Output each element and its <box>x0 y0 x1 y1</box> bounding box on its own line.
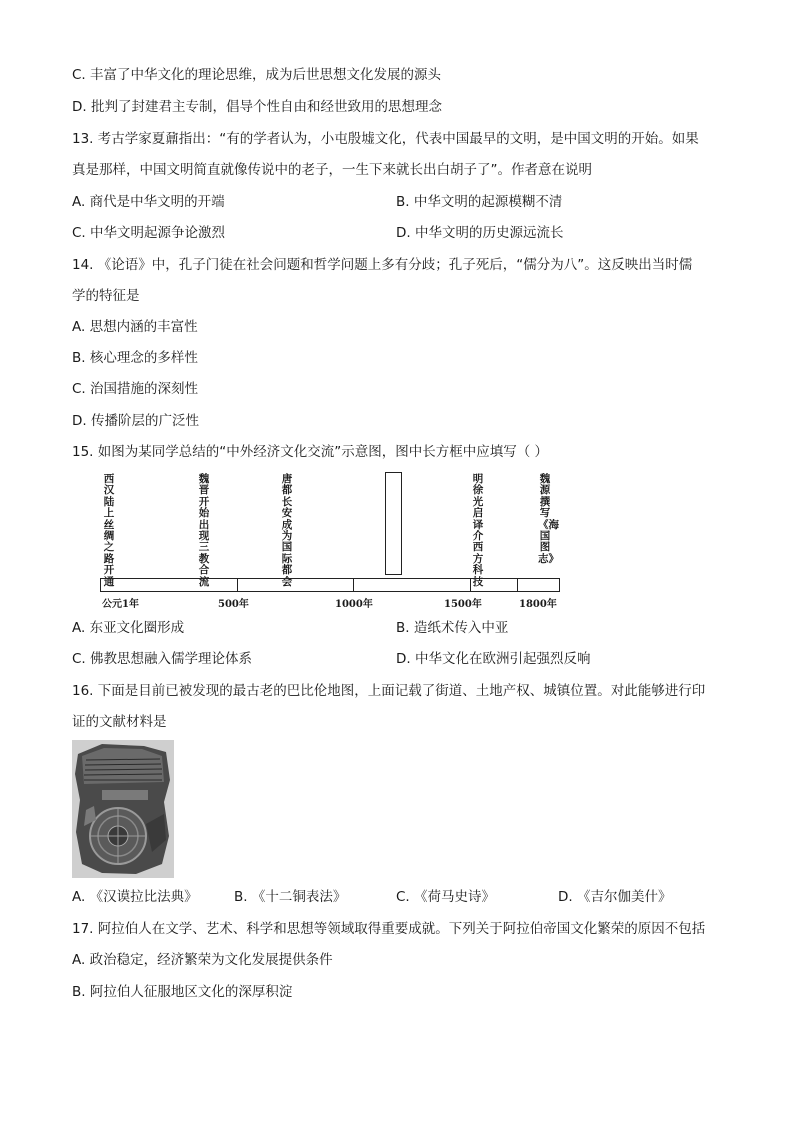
timeline-event-three-teachings: 魏晋开始出现三教合流 <box>198 473 210 588</box>
q17-stem: 17. 阿拉伯人在文学、艺术、科学和思想等领域取得重要成就。下列关于阿拉伯帝国文化繁荣的原因不包括 <box>72 921 706 937</box>
q13-option-b: B. 中华文明的起源模糊不清 <box>396 194 563 210</box>
babylonian-map-tablet-image <box>72 740 174 878</box>
timeline-tick-label: 公元1年 <box>102 599 139 610</box>
timeline-tick-label: 1000年 <box>335 599 373 610</box>
q16-option-d: D. 《吉尔伽美什》 <box>558 889 672 905</box>
q16-option-b: B. 《十二铜表法》 <box>234 889 347 905</box>
q14-option-b: B. 核心理念的多样性 <box>72 350 198 366</box>
q14-option-c: C. 治国措施的深刻性 <box>72 381 199 397</box>
q13-option-c: C. 中华文明起源争论激烈 <box>72 225 226 241</box>
exchange-timeline-figure <box>98 470 564 610</box>
timeline-tick <box>237 578 238 592</box>
timeline-tick <box>470 578 471 592</box>
q13-option-d: D. 中华文明的历史源远流长 <box>396 225 564 241</box>
q15-option-b: B. 造纸术传入中亚 <box>396 620 509 636</box>
q16-option-c: C. 《荷马史诗》 <box>396 889 496 905</box>
q16-option-a: A. 《汉谟拉比法典》 <box>72 889 198 905</box>
timeline-event-xu-guangqi: 明徐光启译介西方科技 <box>472 473 484 588</box>
q13-stem-line1: 13. 考古学家夏鼐指出：“有的学者认为，小屯殷墟文化，代表中国最早的文明，是中国文明的开始。如果 <box>72 131 699 147</box>
q17-option-b: B. 阿拉伯人征服地区文化的深厚积淀 <box>72 984 293 1000</box>
q16-stem-line1: 16. 下面是目前已被发现的最古老的巴比伦地图，上面记载了街道、土地产权、城镇位置。对此能够进行印 <box>72 683 706 699</box>
q16-stem-line2: 证的文献材料是 <box>72 714 167 730</box>
timeline-tick-label: 500年 <box>218 599 249 610</box>
q14-stem-line1: 14. 《论语》中，孔子门徒在社会问题和哲学问题上多有分歧；孔子死后，“儒分为八”。这反映出当时儒 <box>72 257 693 273</box>
timeline-tick-label: 1800年 <box>519 599 557 610</box>
timeline-event-changan: 唐都长安成为国际都会 <box>281 473 293 588</box>
q15-stem: 15. 如图为某同学总结的“中外经济文化交流”示意图，图中长方框中应填写（ ） <box>72 444 549 460</box>
timeline-tick <box>353 578 354 592</box>
q12-option-c: C. 丰富了中华文化的理论思维，成为后世思想文化发展的源头 <box>72 67 442 83</box>
timeline-axis <box>100 578 560 592</box>
q14-option-d: D. 传播阶层的广泛性 <box>72 413 199 429</box>
timeline-blank-box <box>385 472 402 575</box>
q13-option-a: A. 商代是中华文明的开端 <box>72 194 225 210</box>
q12-option-d: D. 批判了封建君主专制，倡导个性自由和经世致用的思想理念 <box>72 99 442 115</box>
timeline-tick <box>517 578 518 592</box>
q15-option-d: D. 中华文化在欧洲引起强烈反响 <box>396 651 591 667</box>
q17-option-a: A. 政治稳定，经济繁荣为文化发展提供条件 <box>72 952 333 968</box>
q15-option-a: A. 东亚文化圈形成 <box>72 620 185 636</box>
timeline-event-silk-road: 西汉陆上丝绸之路开通 <box>103 473 115 588</box>
q14-option-a: A. 思想内涵的丰富性 <box>72 319 198 335</box>
q14-stem-line2: 学的特征是 <box>72 288 140 304</box>
timeline-event-wei-yuan: 魏源撰写《海国图志》 <box>538 473 559 565</box>
timeline-tick-label: 1500年 <box>444 599 482 610</box>
q13-stem-line2: 真是那样，中国文明简直就像传说中的老子，一生下来就长出白胡子了”。作者意在说明 <box>72 162 592 178</box>
q15-option-c: C. 佛教思想融入儒学理论体系 <box>72 651 253 667</box>
